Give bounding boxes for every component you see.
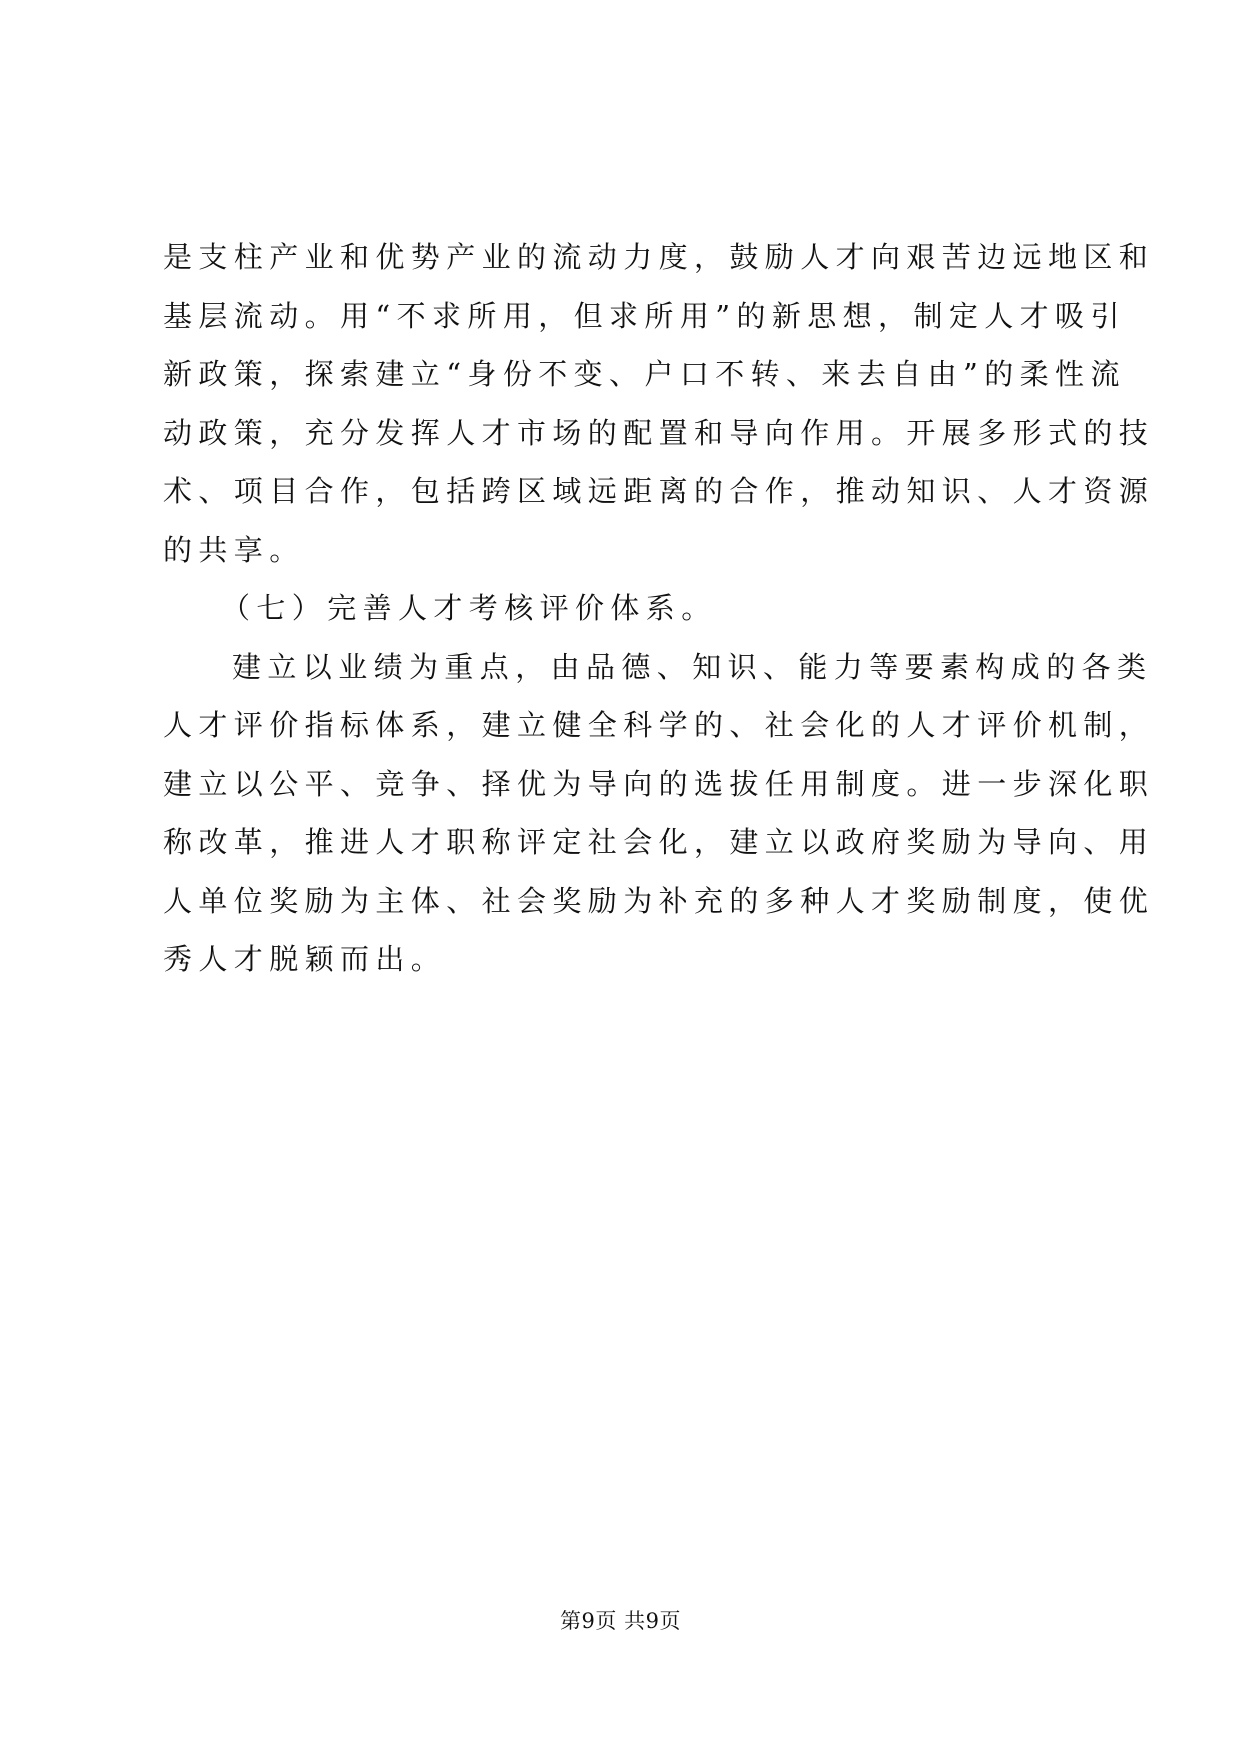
paragraph-line: 称改革，推进人才职称评定社会化，建立以政府奖励为导向、用 [163,825,1155,859]
paragraph-line: 新政策，探索建立“身份不变、户口不转、来去自由”的柔性流 [163,357,1126,391]
paragraph-line: 人才评价指标体系，建立健全科学的、社会化的人才评价机制， [163,708,1155,742]
paragraph-line: 建立以公平、竞争、择优为导向的选拔任用制度。进一步深化职 [163,766,1155,801]
paragraph-line: 动政策，充分发挥人才市场的配置和导向作用。开展多形式的技 [163,415,1155,450]
paragraph-line: 是支柱产业和优势产业的流动力度，鼓励人才向艰苦边远地区和 [163,240,1155,274]
section-heading: （七）完善人才考核评价体系。 [221,591,717,625]
paragraph-line: 术、项目合作，包括跨区域远距离的合作，推动知识、人才资源 [163,474,1155,508]
body-text [163,228,1155,989]
paragraph-line: 秀人才脱颖而出。 [163,942,447,976]
paragraph-line: 基层流动。用“不求所用，但求所用”的新思想，制定人才吸引 [163,298,1126,333]
page-number-footer: 第9页 共9页 [560,1609,681,1633]
paragraph-line: 人单位奖励为主体、社会奖励为补充的多种人才奖励制度，使优 [163,883,1155,918]
paragraph-line: 建立以业绩为重点，由品德、知识、能力等要素构成的各类 [232,649,1153,684]
paragraph-line: 的共享。 [163,532,305,567]
